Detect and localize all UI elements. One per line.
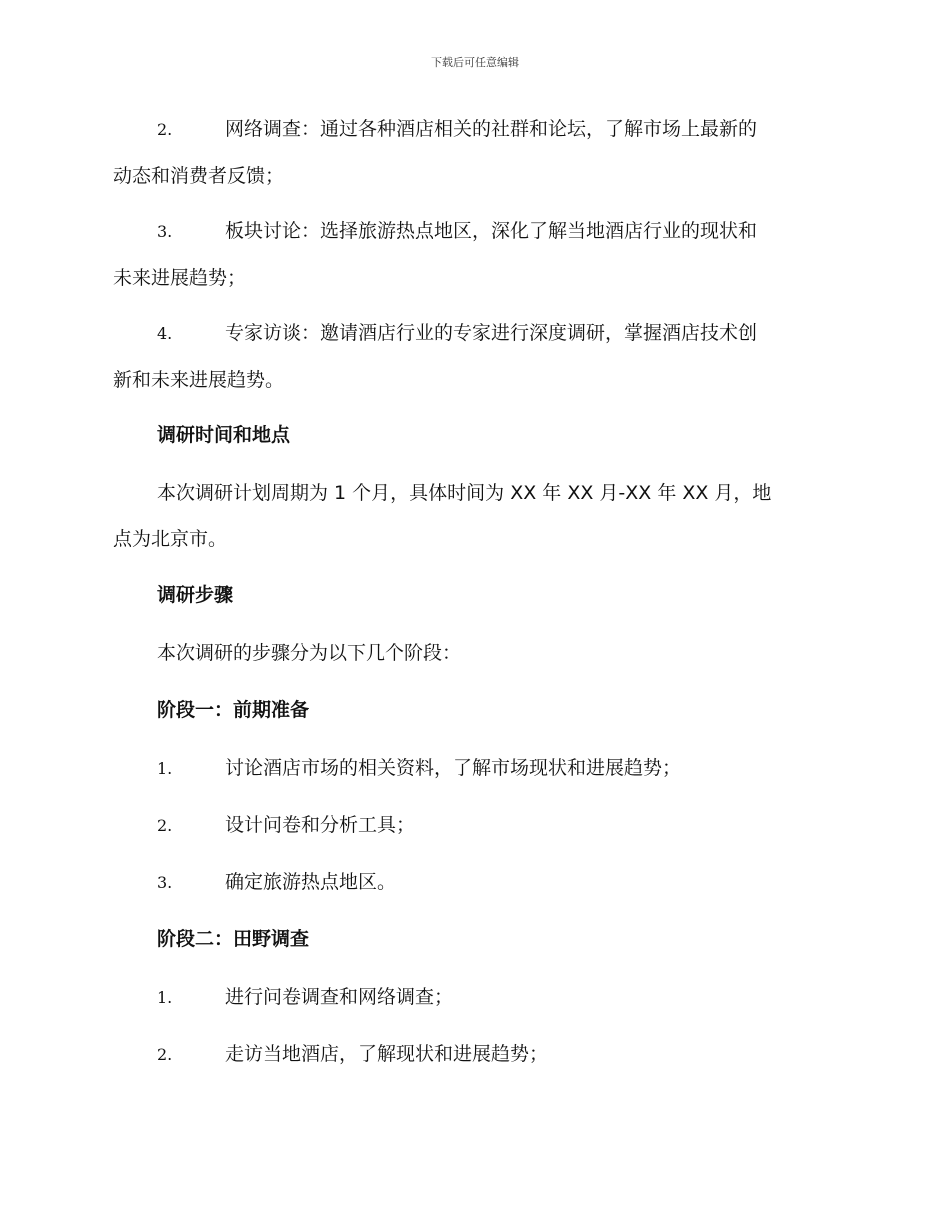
list-item	[113, 745, 838, 792]
list-number: 2.	[157, 120, 173, 139]
list-text-continued: 动态和消费者反馈；	[113, 165, 285, 187]
page-header: 下载后可任意编辑	[431, 56, 519, 69]
list-item	[113, 310, 838, 403]
list-text: 讨论酒店市场的相关资料，了解市场现状和进展趋势；	[225, 757, 682, 779]
list-text-continued: 新和未来进展趋势。	[113, 369, 285, 391]
list-number: 1.	[157, 988, 173, 1007]
list-text-continued: 未来进展趋势；	[113, 267, 247, 289]
list-number: 3.	[157, 873, 173, 892]
paragraph-line: 本次调研计划周期为 1 个月，具体时间为 XX 年 XX 月-XX 年 XX 月，地	[157, 482, 772, 504]
list-text: 板块讨论：选择旅游热点地区，深化了解当地酒店行业的现状和	[225, 220, 758, 242]
list-number: 4.	[157, 324, 173, 343]
list-text: 进行问卷调查和网络调查；	[225, 986, 454, 1008]
phase-heading-1: 阶段一：前期准备	[157, 699, 310, 721]
list-number: 1.	[157, 759, 173, 778]
paragraph-steps-intro	[113, 630, 838, 676]
list-text: 设计问卷和分析工具；	[225, 814, 416, 836]
list-item	[113, 106, 838, 199]
list-item	[113, 974, 838, 1021]
phase-heading-2: 阶段二：田野调查	[157, 928, 310, 950]
paragraph-time	[113, 470, 838, 562]
list-item	[113, 208, 838, 301]
paragraph-line: 点为北京市。	[113, 528, 228, 550]
list-text: 网络调查：通过各种酒店相关的社群和论坛，了解市场上最新的	[225, 118, 758, 140]
list-number: 2.	[157, 1045, 173, 1064]
list-item	[113, 802, 838, 849]
list-text: 专家访谈：邀请酒店行业的专家进行深度调研，掌握酒店技术创	[225, 322, 758, 344]
section-heading-steps: 调研步骤	[157, 584, 234, 606]
list-item	[113, 1031, 838, 1078]
paragraph-line: 本次调研的步骤分为以下几个阶段：	[157, 642, 462, 664]
list-number: 2.	[157, 816, 173, 835]
list-text: 走访当地酒店，了解现状和进展趋势；	[225, 1043, 549, 1065]
list-item	[113, 859, 838, 906]
list-text: 确定旅游热点地区。	[225, 871, 397, 893]
list-number: 3.	[157, 222, 173, 241]
section-heading-time: 调研时间和地点	[157, 424, 291, 446]
